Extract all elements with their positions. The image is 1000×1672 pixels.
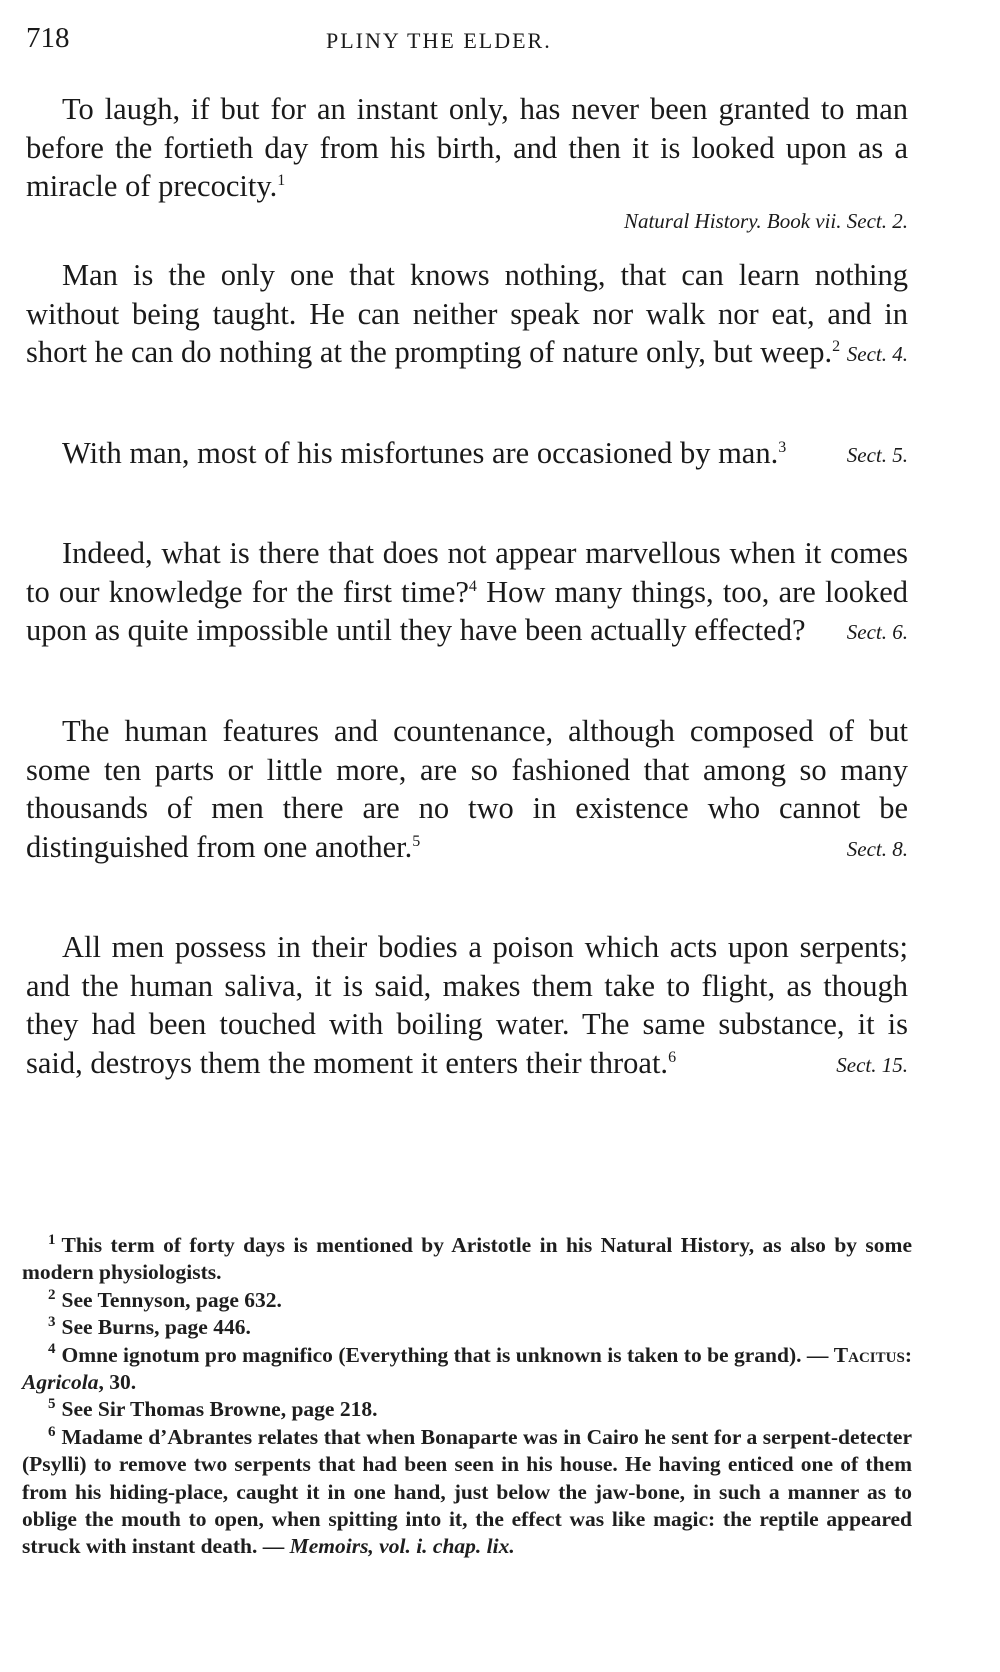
footnote-text: Madame d’Abrantes relates that when Bonaparte was in Cairo he sent for a serpent-detecter (Psylli) to remove two serpents that had been seen in his house. He having enticed one of them from his hiding-place, caught it in one hand, just below the jaw-bone, in such a manner as to oblige the mouth to open, when spitting into it, the effect was like magic: the reptile appeared struck with instant death. — [22, 1424, 912, 1559]
footnote-text: See Tennyson, page 632. [61, 1287, 282, 1312]
quote-text: The human features and countenance, although composed of but some ten parts or little more, are so fashioned that among so many thousands of men there are no two in existence who cannot be distinguished from one another. [26, 714, 908, 864]
footnote-number: 4 [48, 1341, 56, 1358]
quote-4 [26, 534, 908, 653]
footnote-number: 3 [48, 1314, 56, 1331]
quote-text: Indeed, what is there that does not appear marvellous when it comes to our knowledge for the first time? [26, 536, 908, 609]
footnote-3 [22, 1314, 912, 1341]
footnote-number: 5 [48, 1396, 56, 1413]
footnote-ref[interactable]: 3 [778, 438, 787, 456]
footnote-6 [22, 1424, 912, 1561]
footnote-ref[interactable]: 1 [277, 172, 286, 190]
quote-citation: Sect. 5. [846, 443, 908, 467]
footnote-work: Agricola [22, 1370, 99, 1395]
footnote-work: Memoirs, vol. i. chap. lix. [289, 1534, 515, 1559]
footnote-number: 6 [48, 1423, 56, 1440]
footnote-4 [22, 1342, 912, 1397]
footnote-ref[interactable]: 2 [832, 338, 841, 356]
running-head: PLINY THE ELDER. [326, 28, 552, 53]
footnote-text: Omne ignotum pro magnifico (Everything that is unknown is taken to be grand). — [61, 1342, 834, 1367]
quote-text: Man is the only one that knows nothing, that can learn nothing without being taught. He can neither speak nor walk nor eat, and in short he can do nothing at the prompting of nature only, but weep. [26, 258, 908, 370]
footnote-ref[interactable]: 5 [412, 832, 421, 850]
quote-text-continued: How many things, too, are looked upon as quite impossible until they have been actually effected? [26, 574, 908, 648]
page-header [26, 22, 926, 62]
footnote-number: 1 [48, 1231, 56, 1248]
quote-citation: Natural History. Book vii. Sect. 2. [623, 208, 908, 233]
quote-3 [26, 434, 908, 476]
quote-6 [26, 928, 908, 1086]
footnote-text: See Burns, page 446. [61, 1315, 251, 1340]
footnote-author: Tacitus [833, 1342, 905, 1367]
footnote-1 [22, 1232, 912, 1287]
quote-1 [26, 90, 908, 236]
footnote-separator: : [904, 1342, 912, 1367]
quote-citation: Sect. 15. [836, 1052, 908, 1077]
footnote-text: See Sir Thomas Browne, page 218. [61, 1397, 378, 1422]
quote-citation: Sect. 8. [846, 836, 908, 861]
footnote-tail: , 30. [98, 1370, 137, 1395]
footnote-text: This term of forty days is mentioned by Aristotle in his Natural History, as also by some modern physiologists. [22, 1233, 912, 1285]
page-number: 718 [26, 22, 70, 54]
quote-citation: Sect. 4. [846, 342, 908, 367]
quote-text: To laugh, if but for an instant only, has never been granted to man before the fortieth day from his birth, and then it is looked upon as a miracle of precocity. [26, 92, 908, 204]
footnote-5 [22, 1396, 912, 1423]
quote-2 [26, 256, 908, 375]
footnote-number: 2 [48, 1286, 56, 1303]
footnote-2 [22, 1287, 912, 1314]
footnotes [22, 1232, 912, 1561]
footnote-ref[interactable]: 4 [468, 577, 477, 595]
quote-citation: Sect. 6. [846, 620, 908, 645]
quote-text: With man, most of his misfortunes are occasioned by man. [62, 436, 779, 470]
footnote-ref[interactable]: 6 [668, 1048, 677, 1066]
quote-5 [26, 712, 908, 870]
quote-text: All men possess in their bodies a poison which acts upon serpents; and the human saliva, it is said, makes them take to flight, as though they had been touched with boiling water. The same substance, it is said, destroys them the moment it enters their throat. [26, 930, 908, 1080]
